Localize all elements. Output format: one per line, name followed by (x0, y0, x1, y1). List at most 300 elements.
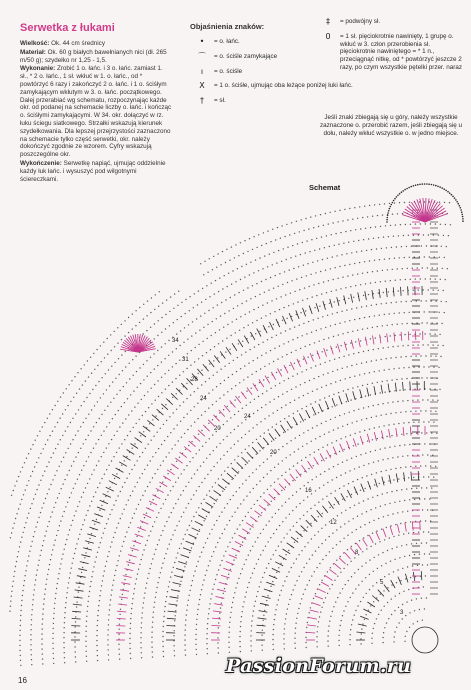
chart-chain-dot (402, 213, 403, 214)
chart-chain-dot (114, 346, 115, 347)
chart-chain-dot (399, 312, 400, 313)
chart-chain-dot (292, 480, 293, 481)
chart-chain-dot (323, 339, 324, 340)
chart-chain-dot (37, 569, 38, 570)
chart-chain-dot (62, 516, 63, 517)
chart-chain-dot (237, 507, 238, 508)
chart-chain-dot (165, 328, 166, 329)
chart-chain-dot (56, 470, 57, 471)
chart-chain-dot (197, 469, 198, 470)
chart-chain-dot (394, 636, 395, 637)
chart-chain-dot (366, 511, 367, 512)
chart-chain-dot (318, 226, 319, 227)
chart-chain-dot (89, 478, 90, 479)
chart-stitch (321, 582, 329, 586)
chart-chain-dot (69, 577, 70, 578)
chart-chain-dot (129, 560, 130, 561)
chart-chain-dot (42, 653, 43, 654)
chart-chain-dot (129, 363, 130, 364)
chart-chain-dot (425, 575, 426, 576)
chart-stitch (227, 473, 234, 479)
chart-chain-dot (354, 468, 355, 469)
chart-chain-dot (13, 576, 14, 577)
chart-chain-dot (66, 592, 67, 593)
chart-chain-dot (53, 618, 54, 619)
chart-chain-dot (251, 388, 252, 389)
chart-chain-dot (93, 566, 94, 567)
chart-chain-dot (76, 393, 77, 394)
chart-chain-dot (168, 452, 169, 453)
chart-chain-dot (205, 299, 206, 300)
chart-chain-dot (264, 610, 265, 611)
chart-chain-dot (161, 392, 162, 393)
chart-chain-dot (207, 648, 208, 649)
chart-chain-dot (280, 421, 281, 422)
chart-chain-dot (291, 594, 292, 595)
chart-chain-dot (244, 277, 245, 278)
chart-stitch (169, 604, 178, 605)
chart-chain-dot (384, 606, 385, 607)
chart-chain-dot (256, 596, 257, 597)
chart-chain-dot (281, 225, 282, 226)
chart-chain-dot (362, 385, 363, 386)
chart-chain-dot (302, 242, 303, 243)
chart-chain-dot (424, 333, 425, 334)
chart-chain-dot (315, 550, 316, 551)
chart-chain-dot (283, 633, 284, 634)
chart-chain-dot (138, 531, 139, 532)
chart-stitch (357, 632, 366, 633)
chart-chain-dot (350, 230, 351, 231)
chart-chain-dot (215, 482, 216, 483)
chart-chain-dot (406, 323, 407, 324)
chart-chain-dot (37, 435, 38, 436)
chart-chain-dot (94, 369, 95, 370)
chart-chain-dot (337, 369, 338, 370)
chart-chain-dot (312, 296, 313, 297)
chart-chain-dot (219, 516, 220, 517)
chart-chain-dot (325, 213, 326, 214)
chart-chain-dot (100, 345, 101, 346)
chart-chain-dot (278, 286, 279, 287)
chart-stitch (410, 381, 411, 390)
chart-chain-dot (110, 334, 111, 335)
chart-chain-dot (288, 341, 289, 342)
chart-chain-dot (136, 423, 137, 424)
chart-chain-dot (279, 595, 280, 596)
chart-chain-dot (274, 311, 275, 312)
chart-chain-dot (297, 410, 298, 411)
chart-chain-dot (186, 465, 187, 466)
chart-chain-dot (47, 574, 48, 575)
chart-stitch (176, 568, 185, 571)
chart-chain-dot (303, 432, 304, 433)
chart-chain-dot (221, 603, 222, 604)
chart-chain-dot (169, 325, 170, 326)
chart-chain-dot (109, 604, 110, 605)
chart-chain-dot (56, 588, 57, 589)
chart-chain-dot (118, 634, 119, 635)
chart-chain-dot (352, 592, 353, 593)
chart-chain-dot (130, 653, 131, 654)
chart-chain-dot (330, 268, 331, 269)
chart-chain-dot (151, 297, 152, 298)
chart-chain-dot (101, 505, 102, 506)
chart-stitch (381, 385, 383, 394)
chart-chain-dot (410, 186, 412, 188)
chart-chain-dot (299, 576, 300, 577)
chart-chain-dot (304, 546, 305, 547)
chart-chain-dot (319, 584, 320, 585)
chart-chain-dot (209, 490, 210, 491)
chart-chain-dot (265, 404, 266, 405)
chart-stitch (291, 537, 298, 543)
chart-chain-dot (307, 584, 308, 585)
chart-chain-dot (395, 595, 396, 596)
chart-chain-dot (254, 346, 255, 347)
chart-chain-dot (102, 580, 103, 581)
chart-chain-dot (285, 517, 286, 518)
chart-chain-dot (345, 606, 346, 607)
chart-chain-dot (135, 355, 136, 356)
chart-chain-dot (67, 405, 68, 406)
chart-chain-dot (185, 486, 186, 487)
chart-chain-dot (399, 593, 400, 594)
chart-chain-dot (348, 354, 349, 355)
chart-stitch (214, 356, 219, 363)
chart-chain-dot (122, 513, 123, 514)
chart-chain-dot (263, 477, 264, 478)
chart-chain-dot (252, 472, 253, 473)
chart-chain-dot (77, 430, 78, 431)
chart-chain-dot (296, 522, 297, 523)
chart-chain-dot (239, 330, 240, 331)
chart-chain-dot (295, 628, 296, 629)
chart-chain-dot (11, 495, 12, 496)
chart-chain-dot (274, 482, 275, 483)
chart-chain-dot (66, 539, 67, 540)
chart-chain-dot (172, 381, 173, 382)
chart-chain-dot (189, 461, 190, 462)
chart-chain-dot (19, 640, 20, 641)
chart-chain-dot (399, 193, 401, 195)
chart-chain-dot (73, 461, 74, 462)
chart-chain-dot (164, 358, 165, 359)
chart-chain-dot (294, 542, 295, 543)
chart-chain-dot (88, 601, 89, 602)
legend-item: ⌒ = o. ściśle zamykające (198, 51, 278, 61)
chart-chain-dot (149, 482, 150, 483)
chart-chain-dot (428, 289, 429, 290)
chart-chain-dot (293, 465, 294, 466)
chart-chain-dot (223, 394, 224, 395)
chart-chain-dot (87, 360, 88, 361)
chart-chain-dot (136, 578, 137, 579)
chart-chain-dot (316, 389, 317, 390)
chart-chain-dot (89, 538, 90, 539)
chart-stitch (345, 552, 351, 559)
chart-stitch (258, 442, 264, 449)
chart-chain-dot (114, 532, 115, 533)
chart-chain-dot (303, 594, 304, 595)
chart-chain-dot (166, 521, 167, 522)
chart-chain-dot (217, 642, 218, 643)
chart-chain-dot (317, 318, 318, 319)
chart-chain-dot (70, 401, 71, 402)
chart-chain-dot (241, 422, 242, 423)
chart-chain-dot (371, 305, 372, 306)
chart-chain-dot (416, 322, 417, 323)
chart-chain-dot (256, 454, 257, 455)
chart-chain-dot (397, 324, 398, 325)
chart-stitch (275, 562, 283, 566)
chart-chain-dot (189, 595, 190, 596)
row-number: 28 (191, 377, 198, 383)
chart-chain-dot (14, 523, 15, 524)
chart-chain-dot (89, 393, 90, 394)
chart-chain-dot (140, 632, 141, 633)
chart-chain-dot (292, 510, 293, 511)
chart-stitch (317, 510, 323, 517)
chart-chain-dot (276, 372, 277, 373)
chart-chain-dot (430, 355, 431, 356)
chart-chain-dot (73, 397, 74, 398)
chart-chain-dot (379, 259, 380, 260)
chart-chain-dot (253, 610, 254, 611)
chart-chain-dot (412, 400, 413, 401)
chart-chain-dot (131, 613, 132, 614)
paragraph-size: Wielkość: Ok. 44 cm średnicy (20, 40, 105, 47)
chart-chain-dot (421, 300, 422, 301)
chart-chain-dot (64, 617, 65, 618)
chart-chain-dot (131, 469, 132, 470)
chart-chain-dot (174, 630, 175, 631)
chart-chain-dot (125, 351, 126, 352)
chart-chain-dot (197, 609, 198, 610)
chart-chain-dot (342, 333, 343, 334)
chart-chain-dot (108, 649, 109, 650)
chart-chain-dot (55, 540, 56, 541)
chart-chain-dot (322, 447, 323, 448)
chart-chain-dot (393, 236, 394, 237)
chart-chain-dot (403, 367, 404, 368)
chart-stitch (296, 470, 301, 477)
chart-chain-dot (85, 636, 86, 637)
chart-chain-dot (299, 289, 300, 290)
chart-chain-dot (45, 589, 46, 590)
chart-chain-dot (97, 650, 98, 651)
chart-chain-dot (41, 638, 42, 639)
chart-chain-dot (315, 401, 316, 402)
chart-chain-dot (330, 616, 331, 617)
chart-chain-dot (321, 293, 322, 294)
chart-chain-dot (243, 290, 244, 291)
chart-stitch (140, 521, 148, 525)
chart-chain-dot (153, 607, 154, 608)
chart-stitch (264, 499, 271, 505)
chart-chain-dot (41, 648, 42, 649)
chart-chain-dot (404, 257, 405, 258)
chart-chain-dot (445, 224, 446, 225)
chart-chain-dot (274, 614, 275, 615)
chart-chain-dot (130, 522, 131, 523)
chart-chain-dot (128, 500, 129, 501)
chart-stitch (203, 425, 209, 431)
chart-chain-dot (367, 498, 368, 499)
chart-chain-dot (278, 567, 279, 568)
chart-chain-dot (241, 437, 242, 438)
chart-chain-dot (307, 526, 308, 527)
chart-chain-dot (264, 572, 265, 573)
chart-chain-dot (363, 500, 364, 501)
chart-chain-dot (66, 597, 67, 598)
chart-stitch (242, 457, 248, 463)
chart-stitch (255, 511, 262, 516)
chart-chain-dot (122, 422, 123, 423)
chart-chain-dot (329, 507, 330, 508)
chart-chain-dot (189, 552, 190, 553)
chart-chain-dot (281, 261, 282, 262)
chart-chain-dot (95, 385, 96, 386)
chart-chain-dot (413, 422, 414, 423)
chart-chain-dot (435, 356, 436, 357)
chart-chain-dot (270, 350, 271, 351)
chart-chain-dot (335, 233, 336, 234)
chart-stitch (287, 421, 292, 429)
chart-chain-dot (170, 296, 171, 297)
chart-chain-dot (348, 298, 349, 299)
chart-chain-dot (225, 351, 226, 352)
chart-stitch (401, 287, 402, 296)
chart-chain-dot (323, 374, 324, 375)
chart-chain-dot (297, 373, 298, 374)
chart-chain-dot (387, 217, 389, 219)
chart-chain-dot (21, 605, 22, 606)
chart-stitch (325, 401, 328, 409)
chart-chain-dot (191, 441, 192, 442)
chart-chain-dot (243, 499, 244, 500)
chart-chain-dot (306, 627, 307, 628)
chart-chain-dot (206, 352, 207, 353)
chart-chain-dot (296, 618, 297, 619)
chart-chain-dot (108, 551, 109, 552)
chart-chain-dot (414, 554, 415, 555)
chart-chain-dot (274, 399, 275, 400)
chart-chain-dot (59, 568, 60, 569)
chart-chain-dot (277, 478, 278, 479)
chart-chain-dot (381, 471, 382, 472)
chart-chain-dot (392, 346, 393, 347)
chart-chain-dot (387, 550, 388, 551)
chart-chain-dot (98, 610, 99, 611)
chart-chain-dot (154, 384, 155, 385)
chart-chain-dot (167, 436, 168, 437)
chart-chain-dot (319, 341, 320, 342)
chart-chain-dot (405, 636, 406, 637)
chart-chain-dot (281, 505, 282, 506)
chart-chain-dot (311, 239, 312, 240)
chart-stitch (412, 522, 413, 531)
chart-chain-dot (157, 350, 158, 351)
chart-chain-dot (284, 271, 285, 272)
chart-chain-dot (405, 578, 406, 579)
chart-chain-dot (19, 630, 20, 631)
chart-stitch (299, 414, 303, 422)
chart-chain-dot (358, 569, 359, 570)
chart-chain-dot (178, 440, 179, 441)
chart-chain-dot (134, 443, 135, 444)
chart-chain-dot (302, 300, 303, 301)
chart-chain-dot (344, 523, 345, 524)
chart-chain-dot (151, 642, 152, 643)
chart-chain-dot (346, 309, 347, 310)
chart-chain-dot (101, 585, 102, 586)
chart-chain-dot (238, 471, 239, 472)
chart-chain-dot (198, 434, 199, 435)
chart-chain-dot (91, 409, 92, 410)
chart-chain-dot (226, 524, 227, 525)
chart-chain-dot (404, 189, 406, 191)
chart-chain-dot (421, 542, 422, 543)
chart-chain-dot (217, 304, 218, 305)
chart-chain-dot (314, 505, 315, 506)
chart-chain-dot (111, 589, 112, 590)
chart-chain-dot (223, 327, 224, 328)
chart-chain-dot (360, 638, 361, 639)
chart-chain-dot (9, 611, 10, 612)
chart-chain-dot (58, 573, 59, 574)
chart-chain-dot (387, 402, 388, 403)
chart-chain-dot (444, 312, 445, 313)
chart-chain-dot (133, 375, 134, 376)
chart-chain-dot (16, 481, 17, 482)
chart-stitch (270, 322, 274, 330)
chart-chain-dot (316, 425, 317, 426)
chart-chain-dot (289, 269, 290, 270)
chart-chain-dot (224, 366, 225, 367)
chart-stitch (103, 494, 111, 498)
chart-chain-dot (87, 606, 88, 607)
chart-chain-dot (289, 599, 290, 600)
chart-chain-dot (310, 274, 311, 275)
chart-chain-dot (203, 274, 204, 275)
chart-chain-dot (175, 610, 176, 611)
chart-chain-dot (132, 328, 133, 329)
chart-chain-dot (333, 222, 334, 223)
chart-chain-dot (145, 545, 146, 546)
chart-chain-dot (206, 643, 207, 644)
chart-chain-dot (450, 224, 451, 225)
chart-chain-dot (375, 282, 376, 283)
chart-chain-dot (86, 515, 87, 516)
chart-chain-dot (31, 619, 32, 620)
chart-chain-dot (337, 464, 338, 465)
chart-chain-dot (267, 595, 268, 596)
chart-chain-dot (227, 546, 228, 547)
chart-chain-dot (185, 654, 186, 655)
chart-chain-dot (320, 271, 321, 272)
chart-chain-dot (19, 546, 20, 547)
chart-chain-dot (360, 490, 361, 491)
chart-chain-dot (274, 619, 275, 620)
chart-chain-dot (42, 663, 43, 664)
chart-chain-dot (329, 551, 330, 552)
chart-chain-dot (396, 582, 397, 583)
chart-chain-dot (391, 598, 392, 599)
chart-stitch (306, 632, 315, 633)
chart-chain-dot (248, 512, 249, 513)
chart-chain-dot (377, 495, 378, 496)
